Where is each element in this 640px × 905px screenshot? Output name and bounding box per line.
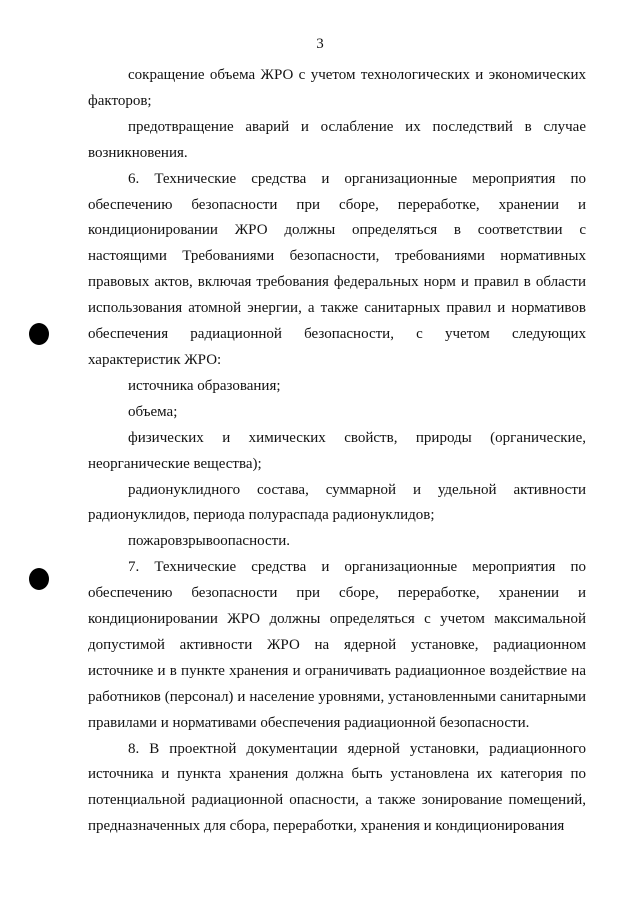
punch-hole-mark (29, 323, 49, 345)
paragraph: 8. В проектной документации ядерной установки, радиационного источника и пункта хранения должна быть установлена их категория по потенциальной радиационной опасности, а также зонирование помещений, предназначенных для сбора, переработки, хранения и кондиционирования (88, 740, 586, 835)
paragraph: пожаровзрывоопасности. (128, 533, 290, 550)
paragraph: объема; (128, 403, 178, 420)
paragraph: источника образования; (128, 377, 281, 394)
document-body (88, 63, 586, 840)
punch-hole-mark (29, 568, 49, 590)
paragraph: 7. Технические средства и организационные мероприятия по обеспечению безопасности при сборе, переработке, хранении и кондиционировании ЖРО должны определяться с учетом максимальной допустимой активности ЖРО на ядерной установке, радиационном источнике и в пункте хранения и ограничивать радиационное воздействие на работников (персонал) и население уровнями, установленными санитарными правилами и нормативами обеспечения радиационной безопасности. (88, 559, 586, 731)
page-number: 3 (316, 36, 324, 52)
paragraph: сокращение объема ЖРО с учетом технологических и экономических факторов; (88, 67, 586, 109)
paragraph: 6. Технические средства и организационные мероприятия по обеспечению безопасности при сборе, переработке, хранении и кондиционировании ЖРО должны определяться в соответствии с настоящими Требованиями безопасности, требованиями нормативных правовых актов, включая требования федеральных норм и правил в области использования атомной энергии, а также санитарных правил и нормативов обеспечения радиационной безопасности, с учетом следующих характеристик ЖРО: (88, 170, 586, 368)
paragraph: физических и химических свойств, природы (органические, неорганические вещества); (88, 429, 586, 472)
paragraph: радионуклидного состава, суммарной и удельной активности радионуклидов, периода полураспада радионуклидов; (88, 481, 586, 524)
paragraph: предотвращение аварий и ослабление их последствий в случае возникновения. (88, 118, 586, 161)
